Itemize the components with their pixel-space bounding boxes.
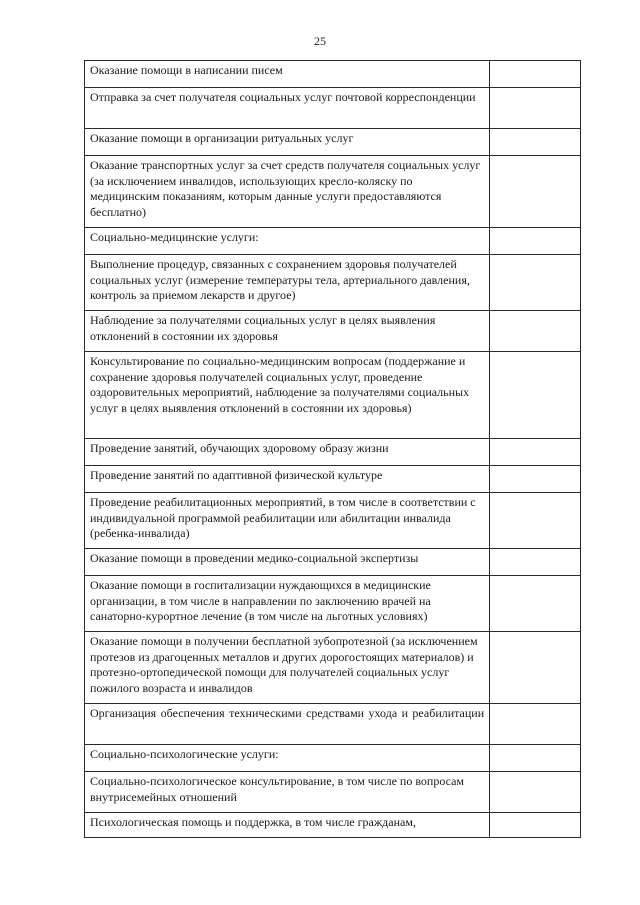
mark-cell (490, 352, 581, 439)
service-cell: Наблюдение за получателями социальных услуг в целях выявления отклонений в состоянии их здоровья (85, 311, 490, 352)
table-row (85, 61, 581, 88)
mark-cell (490, 439, 581, 466)
mark-cell (490, 549, 581, 576)
service-cell: Оказание помощи в госпитализации нуждающихся в медицинские организации, в том числе в направлении по заключению врачей на санаторно-курортное лечение (в том числе на льготных условиях) (85, 576, 490, 632)
table-row (85, 156, 581, 228)
table-row (85, 493, 581, 549)
service-cell: Социально-психологическое консультирование, в том числе по вопросам внутрисемейных отношений (85, 772, 490, 813)
service-cell: Оказание помощи в организации ритуальных услуг (85, 129, 490, 156)
service-cell: Выполнение процедур, связанных с сохранением здоровья получателей социальных услуг (измерение температуры тела, артериального давления, контроль за приемом лекарств и другое) (85, 255, 490, 311)
table-row (85, 466, 581, 493)
table-row (85, 88, 581, 129)
services-table (84, 60, 581, 838)
service-cell: Психологическая помощь и поддержка, в том числе гражданам, (85, 813, 490, 838)
section-heading-cell: Социально-психологические услуги: (85, 745, 490, 772)
service-cell: Отправка за счет получателя социальных услуг почтовой корреспонденции (85, 88, 490, 129)
mark-cell (490, 772, 581, 813)
mark-cell (490, 704, 581, 745)
mark-cell (490, 88, 581, 129)
service-cell: Оказание помощи в получении бесплатной зубопротезной (за исключением протезов из драгоценных металлов и других дорогостоящих материалов) и протезно-ортопедической помощи для получателей социальных услуг пожилого возраста и инвалидов (85, 632, 490, 704)
table-row (85, 576, 581, 632)
mark-cell (490, 745, 581, 772)
table-row (85, 352, 581, 439)
page-number: 25 (314, 34, 326, 48)
mark-cell (490, 228, 581, 255)
service-cell: Проведение занятий, обучающих здоровому образу жизни (85, 439, 490, 466)
table-row (85, 311, 581, 352)
mark-cell (490, 255, 581, 311)
table-row (85, 772, 581, 813)
mark-cell (490, 129, 581, 156)
table-row (85, 129, 581, 156)
table-row (85, 745, 581, 772)
mark-cell (490, 156, 581, 228)
mark-cell (490, 813, 581, 838)
table-row (85, 632, 581, 704)
table-row (85, 439, 581, 466)
mark-cell (490, 466, 581, 493)
service-cell: Организация обеспечения техническими средствами ухода и реабилитации (85, 704, 490, 745)
table-row (85, 255, 581, 311)
mark-cell (490, 632, 581, 704)
service-cell: Оказание помощи в проведении медико-социальной экспертизы (85, 549, 490, 576)
table-row (85, 813, 581, 838)
service-cell: Оказание помощи в написании писем (85, 61, 490, 88)
services-table-body (85, 61, 581, 838)
table-row (85, 704, 581, 745)
service-cell: Консультирование по социально-медицинским вопросам (поддержание и сохранение здоровья получателей социальных услуг, проведение оздоровительных мероприятий, наблюдение за получателями социальных услуг в целях выявления отклонений в состоянии их здоровья) (85, 352, 490, 439)
service-cell: Оказание транспортных услуг за счет средств получателя социальных услуг (за исключением инвалидов, использующих кресло-коляску по медицинским показаниям, которым данные услуги предоставляются бесплатно) (85, 156, 490, 228)
table-row (85, 549, 581, 576)
mark-cell (490, 61, 581, 88)
section-heading-cell: Социально-медицинские услуги: (85, 228, 490, 255)
mark-cell (490, 493, 581, 549)
service-cell: Проведение реабилитационных мероприятий, в том числе в соответствии с индивидуальной программой реабилитации или абилитации инвалида (ребенка-инвалида) (85, 493, 490, 549)
service-cell: Проведение занятий по адаптивной физической культуре (85, 466, 490, 493)
table-row (85, 228, 581, 255)
mark-cell (490, 311, 581, 352)
mark-cell (490, 576, 581, 632)
